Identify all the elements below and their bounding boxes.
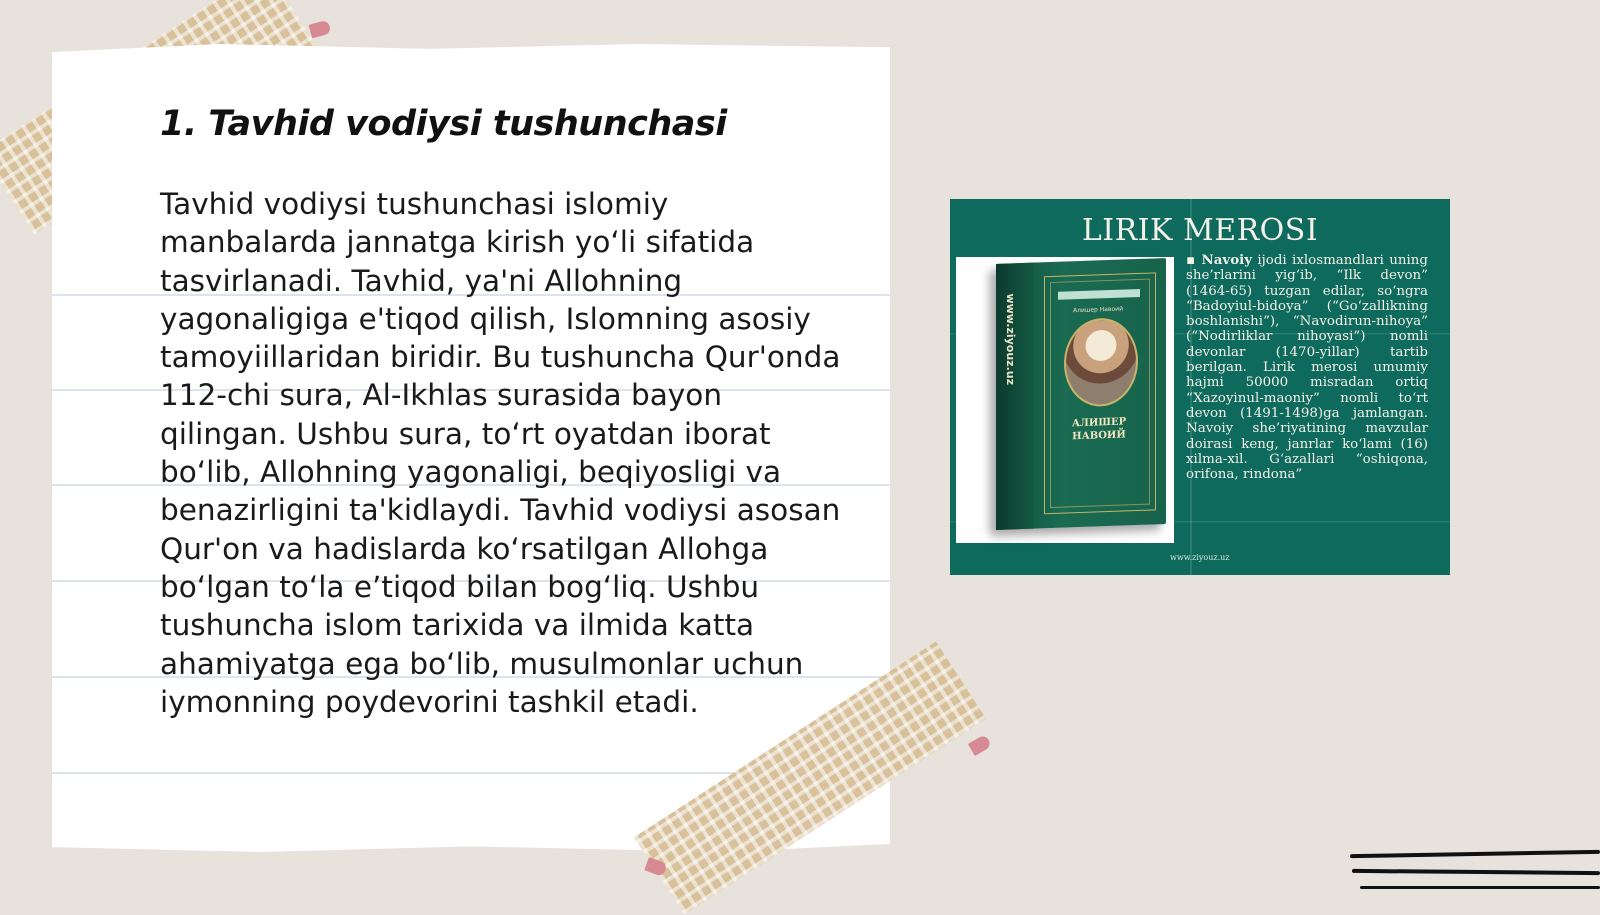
book-spine-text: www.ziyouz.uz <box>1004 293 1017 386</box>
book-author-title: АЛИШЕР НАВОИЙ <box>1071 416 1127 443</box>
book-spine <box>996 263 1034 530</box>
image-bullet-name: Navoiy <box>1201 252 1253 268</box>
pin-decoration <box>968 734 992 756</box>
decorative-stroke <box>1350 850 1600 858</box>
decorative-stroke <box>1352 869 1600 875</box>
image-heading: LIRIK MEROSI <box>1081 213 1319 248</box>
image-text-content: ijodi ixlosmandlari uning she’rlarini yig‘ib, “Ilk devon” (1464-65) tuzgan edilar, so‘ngra “Badoyiul-bidoya” (“Go‘zallikning boshlanishi”), “Navodirun-nihoya” (“Nodirliklar nihoyasi”) nomli devonlar (1470-yillar) tartib berilgan. Lirik merosi umumiy hajmi 50000 misradan ortiq “Xazoyinul-maoniy” nomli to‘rt devon (1491-1498)ga jamlangan. Navoiy she’riyatining mavzular doirasi keng, janrlar ko‘lami (16) xilma-xil. G‘azallari “oshiqona, orifona, rindona” <box>1186 253 1428 483</box>
book-cover <box>996 258 1166 530</box>
image-url: www.ziyouz.uz <box>1170 553 1230 562</box>
slide-body-text: Tavhid vodiysi tushunchasi islomiy manbalarda jannatga kirish yo‘li sifatida tasvirlanadi. Tavhid, ya'ni Allohning yagonaligiga e'tiqod qilish, Islomning asosiy tamoyiillaridan biridir. Bu tushuncha Qur'onda 112-chi sura, Al-Ikhlas surasida bayon qilingan. Ushbu sura, to‘rt oyatdan iborat bo‘lib, Allohning yagonaligi, beqiyosligi va benazirligini ta'kidlaydi. Tavhid vodiysi asosan Qur'on va hadislarda ko‘rsatilgan Allohga bo‘lgan to‘la e’tiqod bilan bog‘liq. Ushbu tushuncha islom tarixida va ilmida katta ahamiyatga ega bo‘lib, musulmonlar uchun iymonning poydevorini tashkil etadi. <box>160 187 841 719</box>
image-body-text <box>1186 253 1428 482</box>
decorative-stroke <box>1360 886 1600 889</box>
pin-decoration <box>309 20 332 39</box>
slide-title: 1. Tavhid vodiysi tushunchasi <box>160 104 727 144</box>
book-photo <box>956 257 1174 543</box>
bullet-icon: ▪ <box>1186 253 1202 268</box>
book-image <box>950 199 1450 575</box>
book-small-title: Алишер Навоий <box>1073 305 1123 315</box>
